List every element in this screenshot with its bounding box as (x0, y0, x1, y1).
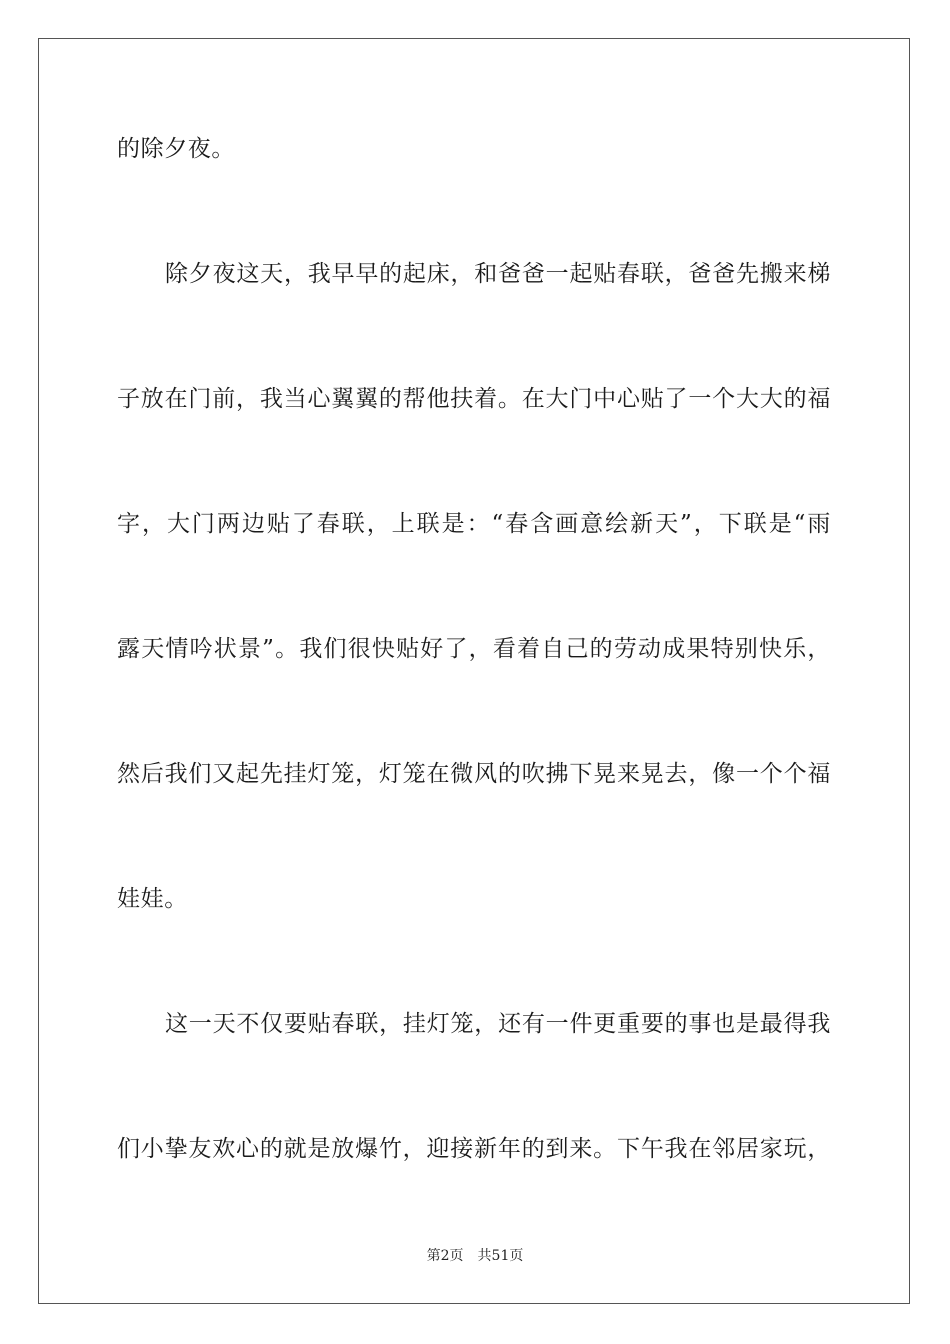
text-line-5: 露天情吟状景”。我们很快贴好了，看着自己的劳动成果特别快乐， (117, 636, 831, 662)
text-line-8: 这一天不仅要贴春联，挂灯笼，还有一件更重要的事也是最得我 (165, 1011, 831, 1037)
text-line-2: 除夕夜这天，我早早的起床，和爸爸一起贴春联，爸爸先搬来梯 (165, 261, 831, 287)
page-border (38, 38, 910, 1304)
text-line-6: 然后我们又起先挂灯笼，灯笼在微风的吹拂下晃来晃去，像一个个福 (117, 761, 831, 787)
page-number: 第2页 共51页 (426, 1248, 524, 1264)
text-line-3: 子放在门前，我当心翼翼的帮他扶着。在大门中心贴了一个大大的福 (117, 386, 831, 412)
text-line-1: 的除夕夜。 (117, 136, 235, 162)
text-line-4: 字，大门两边贴了春联，上联是：“春含画意绘新天”，下联是“雨 (117, 511, 831, 537)
text-line-7: 娃娃。 (117, 886, 188, 912)
text-line-9: 们小挚友欢心的就是放爆竹，迎接新年的到来。下午我在邻居家玩， (117, 1136, 831, 1162)
